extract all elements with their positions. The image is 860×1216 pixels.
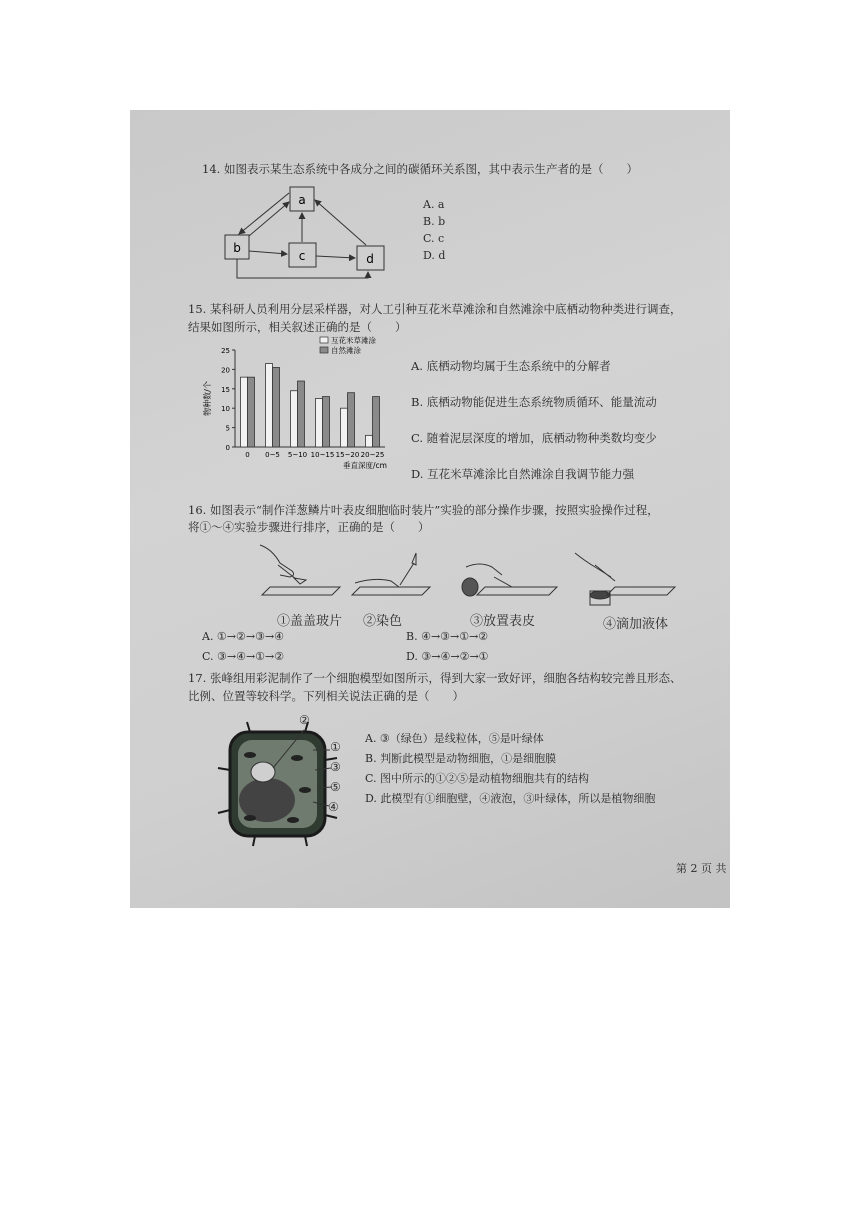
chloroplast-2 <box>291 755 303 761</box>
step-label-1: ①盖盖玻片 <box>277 614 343 629</box>
step4-add-liquid-illustration <box>575 553 675 605</box>
q15-option-c: C. 随着泥层深度的增加，底栖动物种类数均变少 <box>411 431 657 445</box>
bar-hualimicao-5 <box>366 435 373 447</box>
cell-label-4: ④ <box>328 800 339 814</box>
x-tick-label: 5~10 <box>287 451 308 459</box>
step3-place-epidermis-illustration <box>462 564 557 596</box>
cell-label-1: ① <box>330 740 341 754</box>
node-b-label: b <box>233 241 241 255</box>
bar-ziran-0 <box>248 377 255 447</box>
node-d-label: d <box>366 252 374 266</box>
q17-option-c: C. 图中所示的①②⑤是动植物细胞共有的结构 <box>365 772 590 785</box>
cell-label-2: ② <box>299 713 310 727</box>
q14-option-a: A. a <box>423 198 445 211</box>
q15-option-b: B. 底栖动物能促进生态系统物质循环、能量流动 <box>411 395 657 409</box>
q15-stem-line2: 结果如图所示，相关叙述正确的是（ ） <box>188 320 407 334</box>
y-tick-label: 25 <box>221 347 230 355</box>
q17-stem-line1: 17. 张峰组用彩泥制作了一个细胞模型如图所示，得到大家一致好评，细胞各结构较完善且形态、 <box>188 671 682 685</box>
x-tick-label: 20~25 <box>360 451 385 459</box>
arrow-b-to-c <box>249 251 287 254</box>
q14-carbon-cycle-diagram <box>215 182 395 284</box>
node-c-label: c <box>298 249 306 263</box>
chloroplast-4 <box>244 815 256 821</box>
legend-swatch-0 <box>320 337 328 343</box>
bar-ziran-1 <box>273 367 280 447</box>
q16-option-c: C. ③→④→①→② <box>202 650 285 663</box>
x-tick-label: 0~5 <box>265 451 280 459</box>
bar-hualimicao-0 <box>241 377 248 447</box>
bar-hualimicao-3 <box>316 399 323 448</box>
q16-stem-line1: 16. 如图表示“制作洋葱鳞片叶表皮细胞临时装片”实验的部分操作步骤，按照实验操作过程， <box>188 503 659 517</box>
chloroplast-5 <box>287 817 299 823</box>
y-tick-label: 15 <box>221 385 230 394</box>
bar-hualimicao-1 <box>266 364 273 447</box>
q15-option-a: A. 底栖动物均属于生态系统中的分解者 <box>411 359 611 373</box>
x-tick-label: 10~15 <box>310 451 335 459</box>
y-tick-label: 0 <box>225 444 230 452</box>
q14-option-b: B. b <box>423 215 446 228</box>
chloroplast-3 <box>299 787 311 793</box>
y-axis-label: 物种数/个 <box>203 381 212 416</box>
q16-procedure-illustrations <box>250 535 690 615</box>
arrow-b-to-a <box>249 202 289 236</box>
y-tick-label: 5 <box>225 424 230 433</box>
arrow-c-to-d <box>316 256 355 258</box>
q14-option-d: D. d <box>423 249 446 262</box>
x-tick-label: 15~20 <box>335 451 360 459</box>
q16-option-d: D. ③→④→②→① <box>406 650 489 663</box>
step1-cover-slip-illustration <box>260 545 340 595</box>
page-footer: 第 2 页 共 <box>676 862 727 875</box>
nucleus <box>251 762 275 782</box>
chloroplast-1 <box>244 752 256 758</box>
bar-hualimicao-4 <box>341 408 348 447</box>
q17-stem-line2: 比例、位置等较科学。下列相关说法正确的是（ ） <box>188 689 464 703</box>
step-label-3: ③放置表皮 <box>470 614 536 629</box>
bar-ziran-3 <box>323 397 330 447</box>
q17-option-d: D. 此模型有①细胞壁，④液泡，③叶绿体，所以是植物细胞 <box>365 792 656 805</box>
x-tick-label: 0 <box>245 451 250 459</box>
q16-option-a: A. ①→②→③→④ <box>202 630 285 643</box>
arrow-a-to-b <box>239 193 289 234</box>
bar-ziran-5 <box>373 397 380 447</box>
q15-species-bar-chart <box>200 335 400 487</box>
q15-stem-line1: 15. 某科研人员利用分层采样器，对人工引种互花米草滩涂和自然滩涂中底栖动物种类进行调查， <box>188 302 682 316</box>
cell-label-3: ③ <box>330 760 341 774</box>
step-label-4: ④滴加液体 <box>603 617 669 632</box>
legend-label-1: 自然滩涂 <box>331 346 361 355</box>
x-axis-label: 垂直深度/cm <box>343 461 387 470</box>
q14-stem: 14. 如图表示某生态系统中各成分之间的碳循环关系图，其中表示生产者的是（ ） <box>202 162 638 176</box>
bar-hualimicao-2 <box>291 391 298 447</box>
q16-option-b: B. ④→③→①→② <box>406 630 489 643</box>
q17-option-a: A. ③（绿色）是线粒体，⑤是叶绿体 <box>365 732 544 745</box>
cell-label-5: ⑤ <box>330 780 341 794</box>
legend-label-0: 互花米草滩涂 <box>331 336 376 345</box>
q15-option-d: D. 互花米草滩涂比自然滩涂自我调节能力强 <box>411 467 635 481</box>
node-a-label: a <box>298 193 306 207</box>
bar-ziran-2 <box>298 381 305 447</box>
legend-swatch-1 <box>320 347 328 353</box>
scanned-page-photo <box>130 110 730 908</box>
q14-option-c: C. c <box>423 232 445 245</box>
q16-stem-line2: 将①～④实验步骤进行排序，正确的是（ ） <box>188 520 430 534</box>
step-label-2: ②染色 <box>363 614 403 629</box>
bar-ziran-4 <box>348 393 355 447</box>
step2-staining-illustration <box>352 553 430 595</box>
arrow-d-to-a <box>315 200 366 245</box>
y-tick-label: 10 <box>221 405 230 414</box>
q17-option-b: B. 判断此模型是动物细胞，①是细胞膜 <box>365 752 557 765</box>
y-tick-label: 20 <box>221 366 230 375</box>
